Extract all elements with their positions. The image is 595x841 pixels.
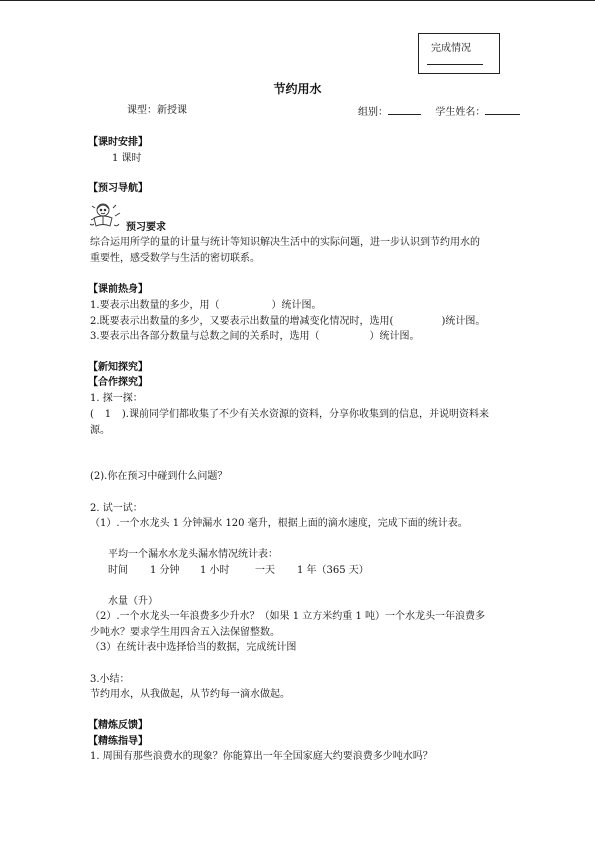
completion-status-line[interactable] — [427, 64, 483, 65]
summary-label: 3.小结： — [90, 674, 130, 685]
summary-text: 节约用水，从我做起，从节约每一滴水做起。 — [90, 689, 290, 700]
student-name-blank[interactable] — [485, 104, 520, 115]
group-label: 组别： — [358, 107, 388, 118]
stats-table-header: 时间 — [108, 565, 128, 576]
explore-item-1-1-text: ).课前同学们都收集了不少有关水资源的资料，分享你收集到的信息，并说明资料来 — [121, 409, 489, 420]
explore-item-1-1-cont: 源。 — [90, 425, 110, 436]
explore-heading: 【新知探究】 — [88, 362, 148, 373]
explore-item-2-3: （3）在统计表中选择恰当的数据，完成统计图 — [90, 642, 297, 653]
stats-table-row-label: 水量（升） — [108, 596, 158, 607]
page-title: 节约用水 — [273, 82, 322, 96]
warmup-question-3 — [90, 330, 420, 344]
group-field — [358, 104, 520, 120]
explore-item-1-1-open: ( — [90, 409, 94, 420]
explore-item-2: 2. 试一试： — [90, 503, 143, 514]
schedule-heading: 【课时安排】 — [88, 137, 148, 148]
practice-guide-heading: 【精练指导】 — [88, 736, 148, 747]
explore-item-2-2-line2: 少吨水？要求学生用四舍五入法保留整数。 — [90, 627, 280, 638]
preview-requirement-line1: 综合运用所学的量的计量与统计等知识解决生活中的实际问题，进一步认识到节约用水的 — [90, 237, 480, 248]
stats-table-header: 1 年（365 天） — [297, 565, 369, 576]
stats-table-header: 1 小时 — [200, 565, 230, 576]
explore-item-2-2-line1: （2）.一个水龙头一年浪费多少升水？（如果 1 立方米约重 1 吨）一个水龙头一年浪费多 — [90, 611, 485, 622]
warmup-q1-text: 1.要表示出数量的多少，用（ — [90, 300, 220, 311]
warmup-heading: 【课前热身】 — [88, 284, 148, 295]
explore-item-2-1: （1）.一个水龙头 1 分钟漏水 120 毫升，根据上面的滴水速度，完成下面的统计表。 — [90, 518, 468, 529]
warmup-question-2 — [90, 315, 485, 329]
preview-requirement-line2: 重要性，感受数学与生活的密切联系。 — [90, 253, 260, 264]
practice-question-1: 1. 周围有那些浪费水的现象？你能算出一年全国家庭大约要浪费多少吨水吗？ — [90, 751, 433, 762]
schedule-content: 1 课时 — [112, 153, 142, 164]
practice-heading: 【精炼反馈】 — [88, 720, 148, 731]
stats-table-header: 一天 — [255, 565, 275, 576]
group-blank[interactable] — [388, 104, 421, 115]
student-reading-icon — [88, 200, 122, 230]
explore-item-1: 1. 探一探： — [90, 393, 143, 404]
warmup-q2-text: 2.既要表示出数量的多少，又要表示出数量的增减变化情况时，选用( — [90, 316, 394, 327]
warmup-q3-suffix: ）统计图。 — [369, 331, 420, 342]
warmup-q3-text: 3.要表示出各部分数量与总数之间的关系时，选用（ — [90, 331, 320, 342]
preview-heading: 【预习导航】 — [88, 183, 148, 194]
course-type: 课型：新授课 — [127, 105, 187, 116]
warmup-q2-suffix: )统计图。 — [441, 316, 486, 327]
explore-item-1-1 — [90, 408, 489, 422]
cooperation-heading: 【合作探究】 — [88, 377, 148, 388]
stats-table-header: 1 分钟 — [150, 565, 180, 576]
warmup-question-1 — [90, 299, 322, 313]
stats-table-title: 平均一个漏水水龙头漏水情况统计表： — [108, 549, 278, 560]
completion-status-box — [418, 33, 500, 74]
completion-status-label: 完成情况 — [431, 43, 471, 54]
top-rule — [0, 0, 595, 1]
student-name-label: 学生姓名： — [435, 107, 486, 118]
explore-item-1-2: (2).你在预习中碰到什么问题？ — [90, 471, 228, 482]
preview-requirement-heading: 预习要求 — [126, 222, 166, 233]
explore-item-1-1-number: 1 — [104, 409, 112, 420]
warmup-q1-suffix: ）统计图。 — [271, 300, 322, 311]
